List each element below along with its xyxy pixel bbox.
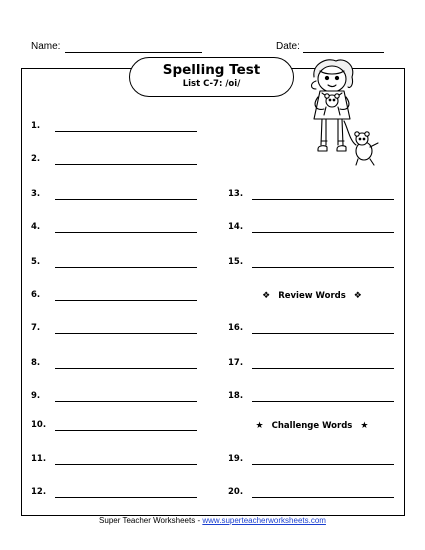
answer-line[interactable] bbox=[55, 199, 197, 200]
answer-line[interactable] bbox=[252, 401, 394, 402]
answer-line[interactable] bbox=[55, 300, 197, 301]
row-number: 8. bbox=[31, 358, 41, 368]
answer-line[interactable] bbox=[55, 164, 197, 165]
row-number: 14. bbox=[228, 222, 244, 232]
row-number: 10. bbox=[31, 420, 47, 430]
row-number: 19. bbox=[228, 454, 244, 464]
answer-line[interactable] bbox=[252, 333, 394, 334]
answer-line[interactable] bbox=[55, 267, 197, 268]
answer-line[interactable] bbox=[55, 464, 197, 465]
child-with-teddy-bear-illustration bbox=[298, 57, 384, 169]
answer-line[interactable] bbox=[252, 368, 394, 369]
page-title: Spelling Test bbox=[162, 62, 261, 78]
star-icon: ★ bbox=[255, 421, 264, 431]
challenge-words-label: Challenge Words bbox=[271, 421, 353, 431]
row-number: 5. bbox=[31, 257, 41, 267]
answer-line[interactable] bbox=[55, 368, 197, 369]
title-banner bbox=[129, 57, 294, 97]
answer-line[interactable] bbox=[252, 199, 394, 200]
row-number: 1. bbox=[31, 121, 41, 131]
answer-line[interactable] bbox=[55, 497, 197, 498]
row-number: 15. bbox=[228, 257, 244, 267]
answer-line[interactable] bbox=[55, 232, 197, 233]
row-number: 16. bbox=[228, 323, 244, 333]
footer-link[interactable]: www.superteacherworksheets.com bbox=[202, 516, 326, 525]
footer bbox=[0, 516, 425, 525]
list-subtitle: List C-7: /oi/ bbox=[182, 79, 241, 89]
answer-line[interactable] bbox=[55, 131, 197, 132]
answer-line[interactable] bbox=[252, 232, 394, 233]
answer-line[interactable] bbox=[55, 333, 197, 334]
diamond-icon: ❖ bbox=[262, 291, 271, 301]
date-field[interactable] bbox=[303, 52, 384, 53]
diamond-icon: ❖ bbox=[353, 291, 362, 301]
row-number: 6. bbox=[31, 290, 41, 300]
row-number: 7. bbox=[31, 323, 41, 333]
row-number: 13. bbox=[228, 189, 244, 199]
row-number: 20. bbox=[228, 487, 244, 497]
review-words-heading bbox=[228, 291, 396, 301]
answer-line[interactable] bbox=[252, 497, 394, 498]
row-number: 17. bbox=[228, 358, 244, 368]
challenge-words-heading bbox=[228, 421, 396, 431]
footer-text: Super Teacher Worksheets - bbox=[99, 516, 203, 525]
name-label: Name: bbox=[31, 41, 61, 52]
date-label: Date: bbox=[276, 41, 300, 52]
row-number: 3. bbox=[31, 189, 41, 199]
answer-line[interactable] bbox=[252, 267, 394, 268]
row-number: 11. bbox=[31, 454, 47, 464]
review-words-label: Review Words bbox=[278, 291, 346, 301]
answer-line[interactable] bbox=[55, 401, 197, 402]
row-number: 4. bbox=[31, 222, 41, 232]
answer-line[interactable] bbox=[252, 464, 394, 465]
answer-line[interactable] bbox=[55, 430, 197, 431]
row-number: 9. bbox=[31, 391, 41, 401]
row-number: 12. bbox=[31, 487, 47, 497]
name-field[interactable] bbox=[65, 52, 202, 53]
star-icon: ★ bbox=[360, 421, 369, 431]
row-number: 2. bbox=[31, 154, 41, 164]
row-number: 18. bbox=[228, 391, 244, 401]
